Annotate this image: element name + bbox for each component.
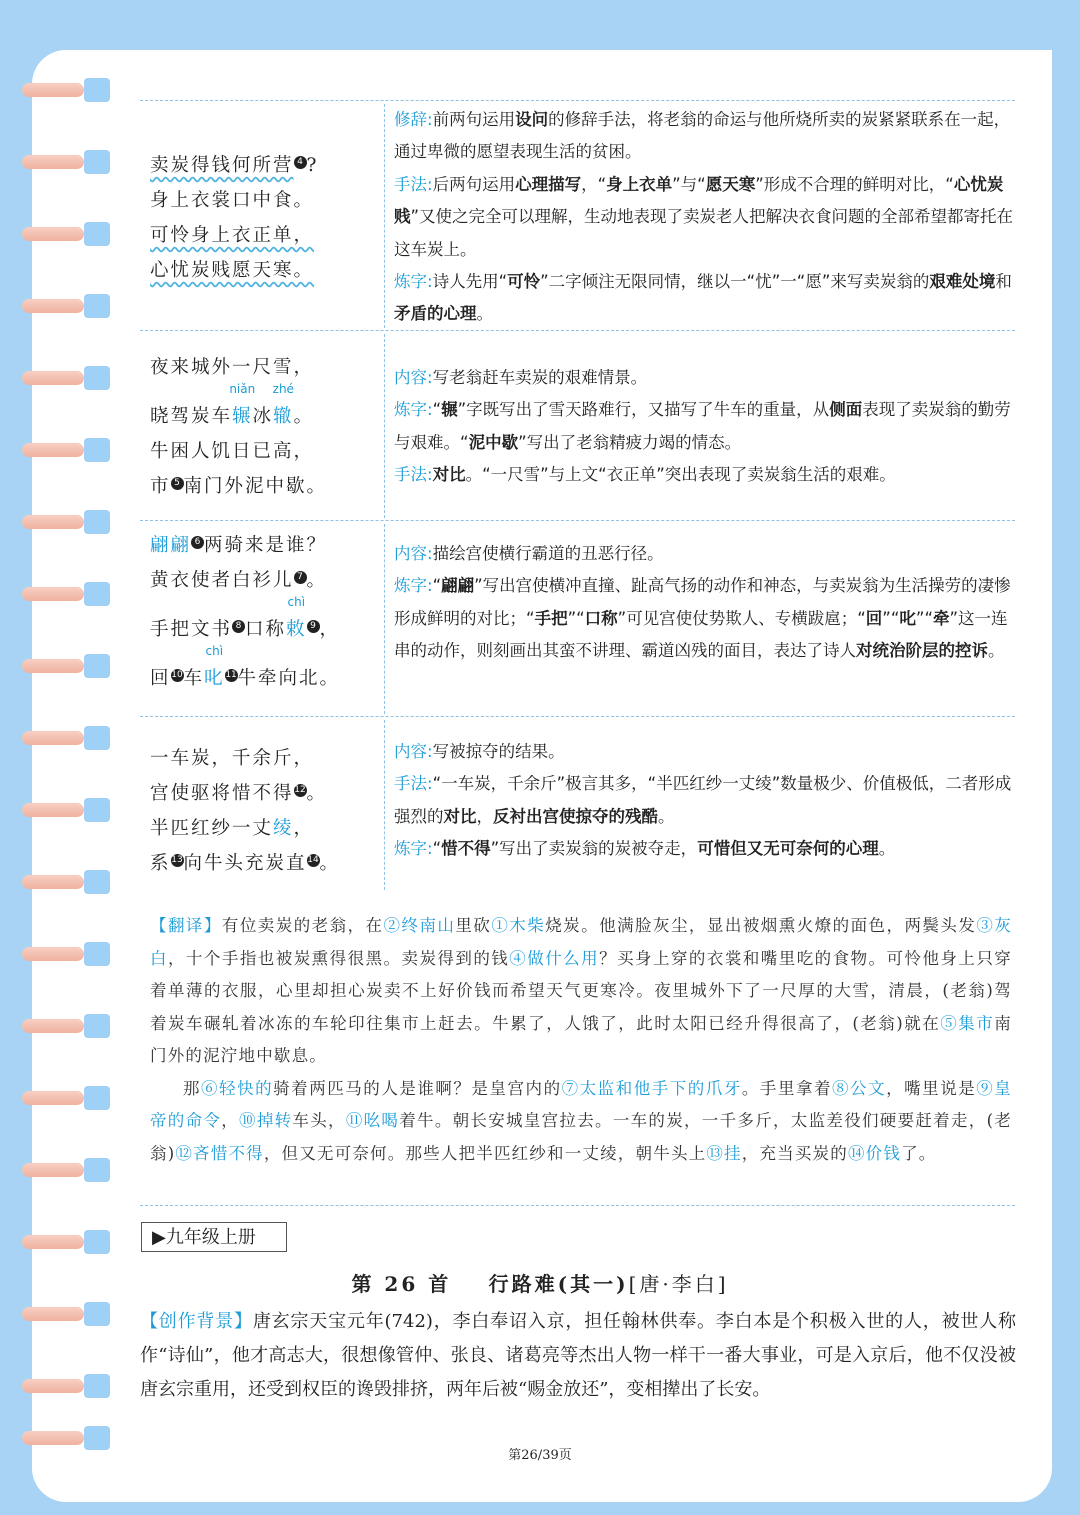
poem-stanza-4 bbox=[150, 741, 340, 881]
note-key: 叱 bbox=[899, 608, 916, 628]
note-key: 翩翩 bbox=[441, 576, 475, 596]
poem-line: 卖炭得钱何所营 bbox=[150, 155, 294, 176]
poem-text: 宫使驱将惜不得 bbox=[150, 783, 294, 804]
divider bbox=[140, 716, 1015, 717]
page-number: 第26/39页 bbox=[508, 1448, 572, 1463]
pinyin: niǎn bbox=[229, 382, 256, 396]
note-key: 矛盾的心理 bbox=[394, 304, 477, 324]
poem-text: ， bbox=[293, 818, 315, 839]
glossed-term: ④做什么用 bbox=[509, 948, 600, 968]
poem-line: 身上衣裳口中食。 bbox=[150, 190, 315, 211]
note-text: ”“ bbox=[567, 608, 585, 628]
translation-text: 烧炭。他满脸灰尘，显出被烟熏火燎的面色，两鬓头发 bbox=[545, 916, 977, 935]
note-key: 口称 bbox=[584, 608, 618, 628]
footnote-marker: 14 bbox=[307, 854, 319, 865]
note-key: 愿天寒 bbox=[705, 174, 756, 194]
note-key: 侧面 bbox=[829, 400, 863, 420]
poem-highlight-word: 辙 bbox=[273, 406, 294, 427]
note-key: 手把 bbox=[534, 608, 568, 628]
note-text: 。 bbox=[658, 806, 675, 826]
glossed-term: ②终南山 bbox=[383, 916, 456, 935]
note-text: ”写出了老翁精疲力竭的情态。 bbox=[518, 432, 742, 452]
binding-ring bbox=[22, 942, 110, 966]
divider bbox=[140, 1205, 1015, 1206]
note-text: 。“一尺雪”与上文“衣正单”突出表现了卖炭翁生活的艰难。 bbox=[465, 465, 896, 485]
translation bbox=[150, 910, 1012, 1170]
note-text: ， bbox=[476, 806, 493, 826]
poem-stanza-1: 卖炭得钱何所营 4 ? 身上衣裳口中食。 可怜身上衣正单， 心忧炭贱愿天寒。 bbox=[150, 148, 318, 288]
note-text: ”二字倾注无限同情，继以一“忧”一“愿”来写卖炭翁的 bbox=[540, 272, 930, 292]
note-text: 和 bbox=[995, 272, 1012, 292]
note-text: 。 bbox=[988, 641, 1005, 661]
column-divider bbox=[384, 524, 385, 714]
note-tag: 修辞 bbox=[394, 110, 427, 129]
footnote-marker: 8 bbox=[232, 620, 245, 633]
note-key: 艰难处境 bbox=[929, 272, 996, 292]
poem-title bbox=[0, 1268, 1080, 1297]
annotation-stanza-3: 内容:描绘宫使横行霸道的丑恶行径。 炼字:“翩翩”写出宫使横冲直撞、趾高气扬的动作和神态，与卖炭翁为生活操劳的凄惨形成鲜明的对比；“手把”“口称”可见宫使仗势欺人、专横跋扈；“回”“叱”“牵”这一连串的动作，则刻画出其蛮不讲理、霸道凶残的面目，表达了诗人对统治阶层的控诉。 bbox=[394, 544, 1011, 661]
poem-highlight-word: 绫 bbox=[273, 818, 294, 839]
footnote-marker: 5 bbox=[171, 477, 184, 490]
note-key: 泥中歇 bbox=[468, 432, 519, 452]
note-key: 对比 bbox=[443, 806, 477, 826]
note-key: 对统治阶层的控诉 bbox=[856, 641, 988, 661]
footnote-marker: 7 bbox=[294, 571, 307, 584]
footnote-marker: 9 bbox=[307, 620, 320, 633]
poem-text: 冰 bbox=[252, 406, 274, 427]
glossed-term: ⑥轻快的 bbox=[201, 1078, 274, 1098]
footnote-marker: 11 bbox=[225, 669, 237, 680]
glossed-term: ⑦太监和他手下的爪牙 bbox=[561, 1078, 742, 1098]
poem-text: 向牛头充炭直 bbox=[183, 853, 307, 874]
poem-text: 牛牵向北。 bbox=[237, 668, 341, 689]
note-key: 辗 bbox=[441, 400, 458, 420]
binding-ring bbox=[22, 726, 110, 750]
background-label: 【创作背景】 bbox=[140, 1311, 253, 1332]
binding-ring bbox=[22, 870, 110, 894]
poem-text: 手把文书 bbox=[150, 619, 233, 640]
translation-label: 【翻译】 bbox=[150, 916, 222, 935]
translation-text: ，十个手指也被炭熏得很黑。卖炭得到的钱 bbox=[167, 948, 510, 968]
poem-stanza-3 bbox=[150, 528, 340, 696]
binding-ring bbox=[22, 1302, 110, 1326]
note-tag: 炼字 bbox=[394, 400, 427, 420]
note-key: 反衬出宫使掠夺的残酷 bbox=[493, 806, 658, 826]
pinyin: chì bbox=[287, 595, 306, 609]
translation-text: 。手里拿着 bbox=[741, 1078, 833, 1098]
note-text: ”字既写出了雪天路难行，又描写了牛车的重量，从 bbox=[457, 400, 830, 420]
poem-text: 。 bbox=[293, 406, 315, 427]
annotation-stanza-4: 内容:写被掠夺的结果。 手法:“一车炭，千余斤”极言其多，“半匹红纱一丈绫”数量极少、价值极低，二者形成强烈的对比，反衬出宫使掠夺的残酷。 炼字:“惜不得”写出了卖炭翁的炭被夺走，可惜但又无可奈何的心理。 bbox=[394, 742, 1012, 859]
note-text: ”写出宫使横冲直撞、趾高气扬的动作和神态，与卖炭翁为生活操劳的凄惨形成鲜明的对比；“ bbox=[394, 576, 1011, 628]
binding-ring bbox=[22, 1014, 110, 1038]
glossed-term: ⑤集市 bbox=[940, 1013, 995, 1033]
glossed-term: ⑩掉转 bbox=[239, 1111, 293, 1130]
poem-text: ， bbox=[319, 619, 341, 640]
grade-label: ▶九年级上册 bbox=[141, 1222, 287, 1252]
glossed-term: ⑧公文 bbox=[832, 1078, 887, 1098]
poem-text: 口称 bbox=[245, 619, 287, 640]
translation-text: 有位卖炭的老翁，在 bbox=[221, 916, 384, 935]
poem-text: 南门外泥中歇。 bbox=[183, 476, 328, 497]
binding-ring bbox=[22, 438, 110, 462]
note-text: 。 bbox=[476, 304, 493, 324]
poem-highlight-word: 翩翩 bbox=[150, 535, 192, 556]
note-text: ”“ bbox=[915, 608, 933, 628]
glossed-term: ①木柴 bbox=[491, 916, 546, 935]
note-key: 惜不得 bbox=[441, 839, 491, 859]
note-text: 的修辞手法，将老翁的命运与他所烧所卖的炭紧紧联系在一起，通过卑微的愿望表现生活的贫困。 bbox=[394, 110, 1011, 162]
poem-highlight-word: 敕 bbox=[286, 619, 307, 640]
translation-text: 车头， bbox=[292, 1111, 346, 1130]
note-text: ”可见宫使仗势欺人、专横跋扈；“ bbox=[617, 608, 866, 628]
divider bbox=[140, 520, 1015, 521]
note-text: “ bbox=[432, 576, 442, 596]
glossed-term: ⑪吆喝 bbox=[345, 1111, 400, 1130]
glossed-term: ⑫吝惜不得 bbox=[175, 1143, 264, 1163]
note-text: 前两句运用 bbox=[432, 110, 516, 129]
note-tag: 内容 bbox=[394, 544, 427, 563]
poem-line: 心忧炭贱愿天寒。 bbox=[150, 260, 315, 281]
note-text: ”又使之完全可以理解，生动地表现了卖炭老人把解决衣食问题的全部希望都寄托在这车炭上。 bbox=[394, 207, 1014, 259]
note-key: 对比 bbox=[432, 465, 466, 485]
note-text: ，“ bbox=[581, 174, 607, 194]
poem-stanza-2 bbox=[150, 350, 327, 504]
note-key: 牵 bbox=[933, 608, 950, 628]
glossed-term: ③灰白 bbox=[150, 916, 1012, 968]
note-text: ”形成不合理的鲜明对比，“ bbox=[755, 174, 954, 194]
column-divider bbox=[384, 104, 385, 328]
translation-text: 骑着两匹马的人是谁啊？是皇宫内的 bbox=[273, 1078, 562, 1098]
note-tag: 内容 bbox=[394, 368, 427, 387]
binding-ring bbox=[22, 510, 110, 534]
note-text: 后两句运用 bbox=[432, 174, 516, 194]
poem-name: 行路难(其一) bbox=[488, 1272, 629, 1296]
binding-ring bbox=[22, 1086, 110, 1110]
poem-author: [唐·李白] bbox=[628, 1272, 729, 1296]
binding-ring bbox=[22, 78, 110, 102]
annotation-stanza-1: 修辞:前两句运用设问的修辞手法，将老翁的命运与他所烧所卖的炭紧紧联系在一起，通过卑微的愿望表现生活的贫困。 手法:后两句运用心理描写，“身上衣单”与“愿天寒”形成不合理的鲜明对比，“心忧炭贱”又使之完全可以理解，生动地表现了卖炭老人把解决衣食问题的全部希望都寄托在这车炭上。 炼字:诗人先用“可怜”二字倾注无限同情，继以一“忧”一“愿”来写卖炭翁的艰难处境和矛盾的心理。 bbox=[394, 110, 1014, 324]
poem-line: 可怜身上衣正单， bbox=[150, 225, 315, 246]
translation-text: 南门外的泥泞地中歇息。 bbox=[150, 1013, 1012, 1065]
poem-text: 。 bbox=[306, 570, 328, 591]
column-divider bbox=[384, 720, 385, 890]
note-key: 设问 bbox=[515, 110, 549, 129]
translation-text: 着牛。朝长安城皇宫拉去。一车的炭，一千多斤，太监差役们硬要赶着走，(老翁) bbox=[150, 1111, 1013, 1163]
note-text: 写被掠夺的结果。 bbox=[432, 742, 565, 761]
note-text: 表现了卖炭翁的勤劳与艰难。“ bbox=[394, 400, 1011, 452]
poem-text: 两骑来是谁？ bbox=[204, 535, 328, 556]
footnote-marker: 4 bbox=[294, 156, 307, 169]
glossed-term: ⑭价钱 bbox=[847, 1143, 902, 1163]
binding-ring bbox=[22, 582, 110, 606]
note-key: 可惜但又无可奈何的心理 bbox=[697, 839, 879, 859]
footnote-marker: 13 bbox=[171, 854, 183, 865]
background-text: 唐玄宗天宝元年(742)，李白奉诏入京，担任翰林供奉。李白本是个积极入世的人，被世人称作“诗仙”，他才高志大，很想像管仲、张良、诸葛亮等杰出人物一样干一番大事业，可是入京后，他不仅没被唐玄宗重用，还受到权臣的谗毁排挤，两年后被“赐金放还”，变相撵出了长安。 bbox=[140, 1311, 1016, 1400]
binding-ring bbox=[22, 1374, 110, 1398]
note-key: 可怜 bbox=[507, 272, 541, 292]
poem-highlight-word: 叱 bbox=[204, 668, 225, 689]
note-text: 写老翁赶车卖炭的艰难情景。 bbox=[432, 368, 648, 387]
binding-ring bbox=[22, 222, 110, 246]
pinyin: zhé bbox=[272, 382, 294, 396]
note-text: ”写出了卖炭翁的炭被夺走， bbox=[490, 839, 698, 859]
note-text: ”这一连串的动作，则刻画出其蛮不讲理、霸道凶残的面目，表达了诗人 bbox=[394, 608, 1008, 661]
poem-line: 一车炭，千余斤， bbox=[150, 748, 315, 769]
note-text: 诗人先用“ bbox=[432, 272, 508, 292]
translation-text: ，充当买炭的 bbox=[741, 1143, 848, 1163]
note-key: 心理描写 bbox=[515, 174, 582, 194]
footnote-marker: 10 bbox=[171, 669, 183, 680]
poem-number: 第 26 首 bbox=[351, 1272, 452, 1296]
poem-highlight-word: 辗 bbox=[232, 406, 253, 427]
binding-ring bbox=[22, 150, 110, 174]
poem-text: 半匹红纱一丈 bbox=[150, 818, 274, 839]
translation-text: 那 bbox=[183, 1078, 202, 1098]
note-tag: 内容 bbox=[394, 742, 427, 761]
note-text: “一车炭，千余斤”极言其多，“半匹红纱一丈绫”数量极少、价值极低，二者形成强烈的 bbox=[394, 774, 1012, 826]
translation-text: 了。 bbox=[901, 1143, 937, 1163]
binding-ring bbox=[22, 1158, 110, 1182]
poem-line: 牛困人饥日已高， bbox=[150, 441, 315, 462]
note-tag: 炼字 bbox=[394, 576, 427, 596]
note-tag: 手法 bbox=[394, 774, 427, 794]
binding-ring bbox=[22, 366, 110, 390]
poem-line: 夜来城外一尺雪， bbox=[150, 357, 315, 378]
note-text: 。 bbox=[878, 839, 896, 859]
note-key: 身上衣单 bbox=[606, 174, 673, 194]
poem-text: 晓驾炭车 bbox=[150, 406, 233, 427]
glossed-term: ⑬挂 bbox=[706, 1143, 742, 1163]
translation-text: ，但又无可奈何。那些人把半匹红纱和一丈绫，朝牛头上 bbox=[263, 1143, 707, 1163]
translation-text: ，嘴里说是 bbox=[886, 1078, 977, 1098]
binding-ring bbox=[22, 294, 110, 318]
poem-text: 黄衣使者白衫儿 bbox=[150, 570, 294, 591]
note-tag: 炼字 bbox=[394, 272, 427, 292]
column-divider bbox=[384, 334, 385, 518]
divider bbox=[140, 100, 1015, 101]
note-tag: 手法 bbox=[394, 465, 427, 485]
footnote-marker: 6 bbox=[191, 536, 204, 549]
poem-text: 。 bbox=[306, 783, 328, 804]
poem-text: 车 bbox=[183, 668, 205, 689]
translation-text: ？买身上穿的衣裳和嘴里吃的食物。可怜他身上只穿着单薄的衣服，心里却担心炭卖不上好价钱而希望天气更寒冷。夜里城外下了一尺厚的大雪，清晨，(老翁)驾着炭车碾轧着冰冻的车轮印往集市上赶去。牛累了，人饿了，此时太阳已经升得很高了，(老翁)就在 bbox=[150, 948, 1013, 1033]
poem-text: 市 bbox=[150, 476, 171, 497]
note-text: “ bbox=[432, 839, 442, 859]
note-text: 描绘宫使横行霸道的丑恶行径。 bbox=[432, 544, 664, 563]
note-key: 回 bbox=[865, 608, 883, 628]
note-tag: 炼字 bbox=[394, 839, 427, 859]
translation-text: 里砍 bbox=[455, 916, 492, 935]
footnote-marker: 12 bbox=[294, 784, 306, 795]
note-text: ”与“ bbox=[672, 174, 706, 194]
note-key: 心忧炭贱 bbox=[394, 174, 1004, 227]
poem-text: 回 bbox=[150, 668, 171, 689]
annotation-stanza-2: 内容:写老翁赶车卖炭的艰难情景。 炼字:“辗”字既写出了雪天路难行，又描写了牛车的重量，从侧面表现了卖炭翁的勤劳与艰难。“泥中歇”写出了老翁精疲力竭的情态。 手法:对比。“一尺雪”与上文“衣正单”突出表现了卖炭翁生活的艰难。 bbox=[394, 368, 1011, 485]
binding-ring bbox=[22, 654, 110, 678]
note-tag: 手法 bbox=[394, 174, 427, 194]
note-text: ”“ bbox=[882, 608, 900, 628]
binding-ring bbox=[22, 1230, 110, 1254]
pinyin: chì bbox=[205, 644, 224, 658]
glossed-term: ⑨皇帝的命令 bbox=[150, 1078, 1012, 1130]
poem-text: 系 bbox=[150, 853, 171, 874]
poem-text: 。 bbox=[319, 853, 341, 874]
binding-ring bbox=[22, 798, 110, 822]
creation-background bbox=[140, 1305, 1016, 1407]
translation-text: ， bbox=[221, 1111, 240, 1130]
note-text: “ bbox=[432, 400, 442, 420]
